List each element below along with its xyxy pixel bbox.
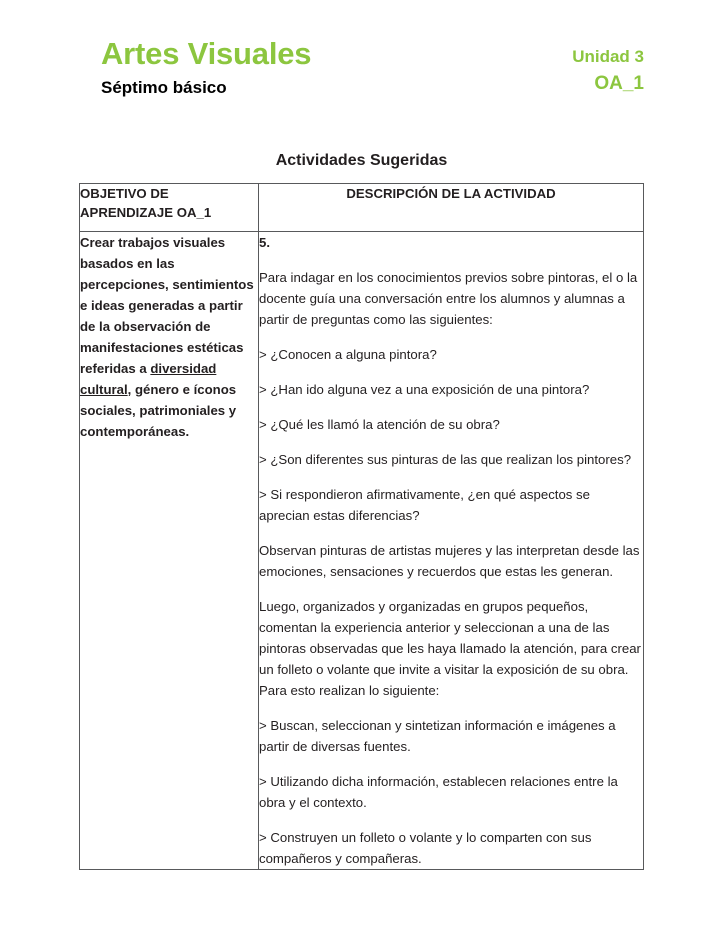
subject-title: Artes Visuales bbox=[101, 36, 312, 71]
activity-bullet: > ¿Conocen a alguna pintora? bbox=[259, 347, 437, 362]
table-row bbox=[80, 232, 644, 870]
activity-bullet: > ¿Qué les llamó la atención de su obra? bbox=[259, 417, 500, 432]
page-title: Actividades Sugeridas bbox=[275, 152, 448, 169]
activity-bullet: > Utilizando dicha información, establecen relaciones entre la obra y el contexto. bbox=[259, 774, 618, 810]
objective-text-part2: , género e íconos sociales, patrimoniales y contemporáneas. bbox=[80, 382, 237, 439]
objective-text-underlined: diversidad cultural bbox=[80, 361, 217, 397]
objective-text-part1: Crear trabajos visuales basados en las percepciones, sentimientos e ideas generadas a partir de la observación de manifestaciones estéticas referidas a bbox=[80, 235, 254, 376]
activity-number: 5. bbox=[259, 235, 270, 250]
column-header-description: DESCRIPCIÓN DE LA ACTIVIDAD bbox=[259, 184, 644, 232]
activity-description-cell bbox=[259, 232, 644, 870]
header-right-block bbox=[572, 46, 644, 96]
column-header-objective: OBJETIVO DE APRENDIZAJE OA_1 bbox=[80, 184, 259, 232]
activity-bullet: > Buscan, seleccionan y sintetizan información e imágenes a partir de diversas fuentes. bbox=[259, 718, 616, 754]
activity-paragraph: Para indagar en los conocimientos previos sobre pintoras, el o la docente guía una conversación entre los alumnos y alumnas a partir de preguntas como las siguientes: bbox=[259, 270, 638, 327]
activities-table bbox=[79, 183, 644, 870]
activity-bullet: > ¿Son diferentes sus pinturas de las que realizan los pintores? bbox=[259, 452, 632, 467]
objective-cell bbox=[80, 232, 259, 870]
document-header bbox=[79, 36, 644, 116]
activity-bullet: > ¿Han ido alguna vez a una exposición de una pintora? bbox=[259, 382, 590, 397]
activity-paragraph: Observan pinturas de artistas mujeres y las interpretan desde las emociones, sensaciones y recuerdos que estas les generan. bbox=[259, 543, 640, 579]
activity-bullet: > Si respondieron afirmativamente, ¿en qué aspectos se aprecian estas diferencias? bbox=[259, 487, 590, 523]
grade-level-subtitle: Séptimo básico bbox=[101, 78, 227, 97]
oa-code-label: OA_1 bbox=[594, 73, 644, 94]
header-left-block bbox=[101, 36, 311, 100]
activity-bullet: > Construyen un folleto o volante y lo comparten con sus compañeros y compañeras. bbox=[259, 830, 592, 866]
unit-label: Unidad 3 bbox=[572, 47, 644, 66]
activity-paragraph: Luego, organizados y organizadas en grupos pequeños, comentan la experiencia anterior y seleccionan a una de las pintoras observadas que les haya llamado la atención, para crear un folleto o volante que invite a visitar la exposición de su obra. Para esto realizan lo siguiente: bbox=[259, 599, 641, 698]
table-header-row bbox=[80, 184, 644, 232]
